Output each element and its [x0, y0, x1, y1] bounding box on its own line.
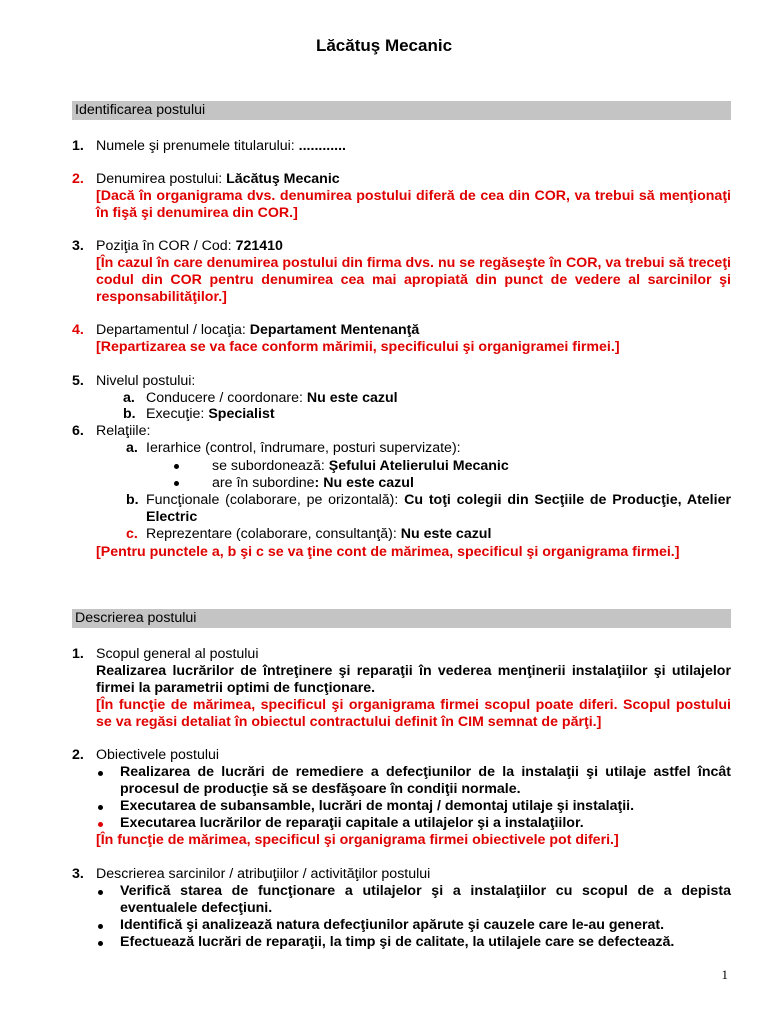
item-number: 5. [72, 373, 84, 389]
sub-letter: a. [123, 390, 135, 406]
note-objectives: [În funcţie de mărimea, specificul şi organigrama firmei obiectivele pot diferi.] [96, 832, 619, 848]
field-level: Nivelul postului: [96, 373, 196, 389]
item-number: 1. [72, 138, 84, 154]
task-item: Efectuează lucrări de reparaţii, la timp şi de calitate, la utilajele care se defectează. [120, 934, 675, 950]
item-number: 3. [72, 238, 84, 254]
field-job-title: Denumirea postului: Lăcătuş Mecanic [96, 171, 340, 187]
bullet-icon [98, 822, 103, 827]
field-cor-code: Poziţia în COR / Cod: 721410 [96, 238, 283, 254]
field-tasks: Descrierea sarcinilor / atribuţiilor / activităţilor postului [96, 866, 431, 882]
field-level-execution: Execuţie: Specialist [146, 406, 275, 422]
section-heading: Identificarea postului [75, 102, 206, 118]
field-objectives: Obiectivele postului [96, 747, 220, 763]
field-level-management: Conducere / coordonare: Nu este cazul [146, 390, 398, 406]
sub-letter: a. [126, 440, 138, 456]
section-bar-identification [72, 101, 731, 120]
section-bar-description [72, 609, 731, 628]
field-subordinates: are în subordine: Nu este cazul [212, 475, 414, 491]
sub-letter: b. [123, 406, 136, 422]
field-general-purpose: Scopul general al postului [96, 646, 259, 662]
bullet-icon [98, 771, 103, 776]
field-holder-name: Numele şi prenumele titularului: ............ [96, 138, 346, 154]
section-heading: Descrierea postului [75, 610, 197, 626]
note-cor-code: [În cazul în care denumirea postului din firma dvs. nu se regăseşte în COR, va trebui să treceţi codul din COR pentru denumirea cea mai apropiată din punct de vedere al sarcinilor şi responsabilităţilor.] [96, 255, 731, 305]
document-title: Lăcătuş Mecanic [315, 36, 453, 55]
note-department: [Repartizarea se va face conform mărimii, specificului şi organigramei firmei.] [96, 339, 620, 355]
field-department: Departamentul / locaţia: Departament Mentenanţă [96, 322, 420, 338]
bullet-icon [174, 464, 179, 469]
bullet-icon [174, 481, 179, 486]
sub-letter: b. [126, 492, 139, 508]
field-relations-hierarchic: Ierarhice (control, îndrumare, posturi supervizate): [146, 440, 461, 456]
bullet-icon [98, 924, 103, 929]
page-number: 1 [721, 967, 728, 982]
task-item: Verifică starea de funcţionare a utilajelor şi a instalaţiilor cu scopul de a depista eventualele defecţiuni. [120, 883, 731, 916]
general-purpose-text: Realizarea lucrărilor de întreţinere şi reparaţii în vederea menţinerii instalaţiilor şi utilajelor firmei la parametrii optimi de funcţionare. [96, 663, 731, 696]
objective-item: Realizarea de lucrări de remediere a defecţiunilor de la instalaţii şi utilaje astfel încât procesul de producţie să se desfăşoare în condiţii normale. [120, 764, 731, 797]
note-job-title: [Dacă în organigrama dvs. denumirea postului diferă de cea din COR, va trebui să menţionaţi în fişă şi denumirea din COR.] [96, 188, 731, 221]
bullet-icon [98, 805, 103, 810]
bullet-icon [98, 890, 103, 895]
item-number: 2. [72, 171, 84, 187]
field-subordinate-to: se subordonează: Şefului Atelierului Mecanic [212, 458, 509, 474]
note-relations: [Pentru punctele a, b şi c se va ţine cont de mărimea, specificul şi organigrama firmei.] [96, 544, 680, 560]
field-relations-representation: Reprezentare (colaborare, consultanţă): Nu este cazul [146, 526, 492, 542]
bullet-icon [98, 941, 103, 946]
item-number: 6. [72, 423, 84, 439]
note-general-purpose: [În funcţie de mărimea, specificul şi organigrama firmei scopul poate diferi. Scopul postului se va regăsi detaliat în obiectul contractului definit în CIM semnat de părţi.] [96, 697, 731, 730]
item-number: 1. [72, 646, 84, 662]
objective-item: Executarea lucrărilor de reparaţii capitale a utilajelor şi a instalaţiilor. [120, 815, 584, 831]
field-relations-functional: Funcţionale (colaborare, pe orizontală): Cu toţi colegii din Secţiile de Producţie, Atelier Electric [146, 492, 731, 525]
objective-item: Executarea de subansamble, lucrări de montaj / demontaj utilaje şi instalaţii. [120, 798, 635, 814]
item-number: 3. [72, 866, 84, 882]
field-relations: Relaţiile: [96, 423, 151, 439]
item-number: 4. [72, 322, 84, 338]
task-item: Identifică şi analizează natura defecţiunilor apărute şi cauzele care le-au generat. [120, 917, 665, 933]
item-number: 2. [72, 747, 84, 763]
sub-letter: c. [126, 526, 138, 542]
